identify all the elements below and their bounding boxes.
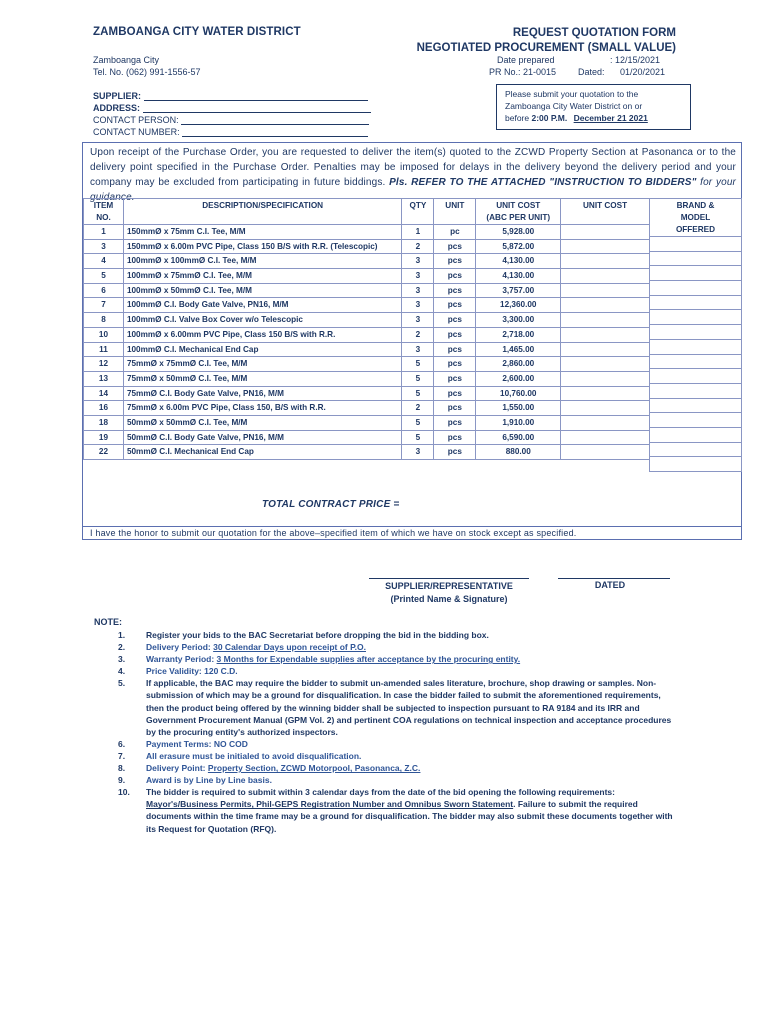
- form-title: [417, 26, 676, 56]
- brand-row: [650, 413, 742, 428]
- qty-cell: 3: [402, 445, 434, 460]
- unit-cell: pcs: [434, 342, 476, 357]
- qty-cell: 2: [402, 239, 434, 254]
- abc-cost-cell: 1,465.00: [476, 342, 561, 357]
- abc-cost-cell: 2,718.00: [476, 327, 561, 342]
- table-row: [84, 386, 650, 401]
- rep-label: SUPPLIER/REPRESENTATIVE: [385, 581, 513, 591]
- description-cell: 150mmØ x 6.00m PVC Pipe, Class 150 B/S with R.R. (Telescopic): [123, 239, 401, 254]
- unit-cost-input-cell[interactable]: [561, 371, 650, 386]
- qty-cell: 5: [402, 430, 434, 445]
- contact-person-label: CONTACT PERSON:: [93, 115, 179, 125]
- item-no-cell: 8: [84, 313, 124, 328]
- item-no-cell: 22: [84, 445, 124, 460]
- intro-emphasis: Pls. REFER TO THE ATTACHED "INSTRUCTION TO BIDDERS": [389, 177, 697, 188]
- note-6: 6. Payment Terms: NO COD: [118, 738, 248, 749]
- item-no-cell: 13: [84, 371, 124, 386]
- brand-row: [650, 237, 742, 252]
- abc-cost-cell: 5,928.00: [476, 225, 561, 240]
- brand-row: [650, 457, 742, 472]
- org-city: Zamboanga City: [93, 55, 160, 65]
- table-row: [84, 401, 650, 416]
- contact-person-blank[interactable]: [181, 116, 369, 125]
- brand-row: [650, 354, 742, 369]
- unit-cost-input-cell[interactable]: [561, 239, 650, 254]
- unit-cost-input-cell[interactable]: [561, 254, 650, 269]
- notice-before: before: [505, 113, 530, 123]
- unit-cost-input-cell[interactable]: [561, 225, 650, 240]
- brand-input-cell[interactable]: [650, 339, 742, 354]
- unit-cell: pcs: [434, 239, 476, 254]
- note-8: 8. Delivery Point: Property Section, ZCWD Motorpool, Pasonanca, Z.C.: [118, 763, 421, 774]
- brand-row: [650, 369, 742, 384]
- brand-input-cell[interactable]: [650, 295, 742, 310]
- unit-cell: pcs: [434, 254, 476, 269]
- table-row: [84, 283, 650, 298]
- abc-cost-cell: 1,550.00: [476, 401, 561, 416]
- supplier-field[interactable]: [93, 91, 368, 101]
- unit-cost-input-cell[interactable]: [561, 401, 650, 416]
- unit-cell: pcs: [434, 445, 476, 460]
- contact-number-field[interactable]: [93, 127, 368, 137]
- table-row: [84, 239, 650, 254]
- note-7: 7. All erasure must be initialed to avoid disqualification.: [118, 750, 362, 761]
- table-row: [84, 254, 650, 269]
- brand-row: [650, 310, 742, 325]
- brand-input-cell[interactable]: [650, 281, 742, 296]
- brand-row: [650, 325, 742, 340]
- description-cell: 100mmØ x 6.00mm PVC Pipe, Class 150 B/S with R.R.: [123, 327, 401, 342]
- qty-cell: 5: [402, 415, 434, 430]
- intro-paragraph: [90, 145, 736, 205]
- brand-input-cell[interactable]: [650, 369, 742, 384]
- col-unit: UNIT: [434, 199, 476, 225]
- notice-time: 2:00 P.M.: [531, 113, 568, 123]
- description-cell: 50mmØ C.I. Mechanical End Cap: [123, 445, 401, 460]
- table-row: [84, 327, 650, 342]
- abc-cost-cell: 4,130.00: [476, 269, 561, 284]
- address-label: ADDRESS:: [93, 103, 141, 113]
- date-line[interactable]: [558, 578, 670, 579]
- brand-input-cell[interactable]: [650, 266, 742, 281]
- brand-header-row: [650, 199, 742, 237]
- unit-cost-input-cell[interactable]: [561, 269, 650, 284]
- col-abc-cost: UNIT COST (ABC PER UNIT): [476, 199, 561, 225]
- notice-line3: [505, 112, 682, 124]
- qty-cell: 3: [402, 313, 434, 328]
- brand-input-cell[interactable]: [650, 442, 742, 457]
- items-table: [83, 198, 650, 460]
- unit-cell: pcs: [434, 386, 476, 401]
- unit-cell: pcs: [434, 357, 476, 372]
- brand-input-cell[interactable]: [650, 251, 742, 266]
- brand-input-cell[interactable]: [650, 427, 742, 442]
- table-row: [84, 225, 650, 240]
- abc-cost-cell: 3,757.00: [476, 283, 561, 298]
- unit-cell: pcs: [434, 283, 476, 298]
- item-no-cell: 12: [84, 357, 124, 372]
- signature-line[interactable]: [369, 578, 529, 579]
- form-title-line1: REQUEST QUOTATION FORM: [512, 27, 676, 39]
- note-5: 5. If applicable, the BAC may require the bidder to submit un-amended sales literature, brochure, shop drawing or samples. Non-submission of which may be a ground for disqualification. In case the bidder failed to submit the aforementioned requirements, then the product being offered by the winning bidder shall be subjected to inspection pursuant to RA 9184 and its IRR and Government Procurement Manual (GPM Vol. 2) and pertinent COA regulations on technical inspection and acceptance procedures by the procuring entity's authorized inspectors.: [118, 678, 672, 737]
- table-row: [84, 415, 650, 430]
- unit-cost-input-cell[interactable]: [561, 313, 650, 328]
- abc-cost-cell: 880.00: [476, 445, 561, 460]
- divider: [82, 526, 742, 527]
- item-no-cell: 5: [84, 269, 124, 284]
- abc-cost-cell: 5,872.00: [476, 239, 561, 254]
- date-prepared-label: Date prepared: [497, 55, 555, 65]
- unit-cost-input-cell[interactable]: [561, 445, 650, 460]
- item-no-cell: 14: [84, 386, 124, 401]
- notes-title: NOTE:: [94, 617, 122, 627]
- table-row: [84, 298, 650, 313]
- qty-cell: 2: [402, 327, 434, 342]
- abc-cost-cell: 1,910.00: [476, 415, 561, 430]
- brand-row: [650, 281, 742, 296]
- unit-cell: pcs: [434, 313, 476, 328]
- brand-input-cell[interactable]: [650, 383, 742, 398]
- brand-row: [650, 251, 742, 266]
- dated-label: Dated:: [578, 67, 605, 77]
- unit-cell: pcs: [434, 401, 476, 416]
- brand-input-cell[interactable]: [650, 413, 742, 428]
- table-header-row: [84, 199, 650, 225]
- unit-cell: pcs: [434, 269, 476, 284]
- note-4: 4. Price Validity: 120 C.D.: [118, 666, 238, 677]
- contact-number-label: CONTACT NUMBER:: [93, 127, 180, 137]
- description-cell: 50mmØ C.I. Body Gate Valve, PN16, M/M: [123, 430, 401, 445]
- supplier-blank[interactable]: [144, 92, 368, 101]
- brand-row: [650, 383, 742, 398]
- unit-cost-input-cell[interactable]: [561, 415, 650, 430]
- qty-cell: 2: [402, 401, 434, 416]
- description-cell: 50mmØ x 50mmØ C.I. Tee, M/M: [123, 415, 401, 430]
- unit-cell: pc: [434, 225, 476, 240]
- col-description: DESCRIPTION/SPECIFICATION: [123, 199, 401, 225]
- brand-input-cell[interactable]: [650, 354, 742, 369]
- unit-cost-input-cell[interactable]: [561, 357, 650, 372]
- unit-cell: pcs: [434, 430, 476, 445]
- dated-value: 01/20/2021: [620, 67, 666, 77]
- item-no-cell: 4: [84, 254, 124, 269]
- table-row: [84, 342, 650, 357]
- qty-cell: 5: [402, 357, 434, 372]
- unit-cost-input-cell[interactable]: [561, 327, 650, 342]
- brand-row: [650, 442, 742, 457]
- item-no-cell: 7: [84, 298, 124, 313]
- brand-input-cell[interactable]: [650, 457, 742, 472]
- brand-row: [650, 339, 742, 354]
- abc-cost-cell: 6,590.00: [476, 430, 561, 445]
- qty-cell: 1: [402, 225, 434, 240]
- table-row: [84, 371, 650, 386]
- signature-label: [369, 580, 529, 606]
- item-no-cell: 11: [84, 342, 124, 357]
- contact-number-blank[interactable]: [182, 128, 368, 137]
- description-cell: 100mmØ C.I. Body Gate Valve, PN16, M/M: [123, 298, 401, 313]
- qty-cell: 3: [402, 298, 434, 313]
- item-no-cell: 16: [84, 401, 124, 416]
- brand-row: [650, 266, 742, 281]
- description-cell: 75mmØ C.I. Body Gate Valve, PN16, M/M: [123, 386, 401, 401]
- unit-cell: pcs: [434, 415, 476, 430]
- col-item-no: ITEM NO.: [84, 199, 124, 225]
- col-qty: QTY: [402, 199, 434, 225]
- pr-number: PR No.: 21-0015: [489, 67, 557, 77]
- note-9: 9. Award is by Line by Line basis.: [118, 775, 272, 786]
- intro-text: Upon receipt of the Purchase Order, you are requested to deliver the item(s) quoted to the ZCWD Property Section at Pasonanca or to the delivery point specified in the Purchase Order. Penalties may be imposed for delays in the delivery beyond the delivery period and your company may be excluded from participating in future biddings.: [90, 147, 736, 188]
- unit-cell: pcs: [434, 371, 476, 386]
- description-cell: 150mmØ x 75mm C.I. Tee, M/M: [123, 225, 401, 240]
- form-title-line2: NEGOTIATED PROCUREMENT (SMALL VALUE): [416, 42, 676, 54]
- qty-cell: 5: [402, 371, 434, 386]
- notice-deadline: December 21 2021: [573, 113, 648, 123]
- notes-list: [118, 629, 678, 835]
- description-cell: 75mmØ x 50mmØ C.I. Tee, M/M: [123, 371, 401, 386]
- qty-cell: 5: [402, 386, 434, 401]
- item-no-cell: 6: [84, 283, 124, 298]
- abc-cost-cell: 3,300.00: [476, 313, 561, 328]
- qty-cell: 3: [402, 283, 434, 298]
- total-contract-price: TOTAL CONTRACT PRICE =: [262, 499, 400, 510]
- unit-cost-input-cell[interactable]: [561, 298, 650, 313]
- unit-cost-input-cell[interactable]: [561, 386, 650, 401]
- qty-cell: 3: [402, 254, 434, 269]
- brand-input-cell[interactable]: [650, 237, 742, 252]
- sig-dated-label: DATED: [594, 580, 626, 590]
- description-cell: 75mmØ x 75mmØ C.I. Tee, M/M: [123, 357, 401, 372]
- org-name: ZAMBOANGA CITY WATER DISTRICT: [93, 26, 301, 38]
- table-row: [84, 313, 650, 328]
- note-1: 1. Register your bids to the BAC Secretariat before dropping the bid in the bidding box.: [118, 630, 489, 640]
- unit-cell: pcs: [434, 327, 476, 342]
- supplier-label: SUPPLIER:: [93, 91, 142, 101]
- abc-cost-cell: 4,130.00: [476, 254, 561, 269]
- rep-sub-label: (Printed Name & Signature): [390, 594, 508, 604]
- notice-line1: Please submit your quotation to the: [505, 89, 639, 99]
- col-brand-model: BRAND & MODEL OFFERED: [650, 199, 742, 237]
- brand-input-cell[interactable]: [650, 325, 742, 340]
- org-tel: Tel. No. (062) 991-1556-57: [93, 67, 201, 77]
- brand-row: [650, 398, 742, 413]
- address-field[interactable]: [93, 103, 371, 113]
- description-cell: 100mmØ C.I. Mechanical End Cap: [123, 342, 401, 357]
- description-cell: 100mmØ x 75mmØ C.I. Tee, M/M: [123, 269, 401, 284]
- notice-line2: Zamboanga City Water District on or: [505, 101, 643, 111]
- brand-row: [650, 295, 742, 310]
- address-blank[interactable]: [143, 104, 371, 113]
- date-prepared-value: : 12/15/2021: [610, 55, 661, 65]
- note-2: 2. Delivery Period: 30 Calendar Days upon receipt of P.O.: [118, 642, 367, 653]
- unit-cost-input-cell[interactable]: [561, 283, 650, 298]
- abc-cost-cell: 10,760.00: [476, 386, 561, 401]
- brand-input-cell[interactable]: [650, 398, 742, 413]
- col-unit-cost: UNIT COST: [561, 199, 650, 225]
- item-no-cell: 19: [84, 430, 124, 445]
- note-10: 10. The bidder is required to submit within 3 calendar days from the date of the bid opening the following requirements: Mayor's/Business Permits, Phil-GEPS Registration Number and Omnibus Sworn Statement. Failure to submit the required documents within the time frame may be a ground for disqualification. The bidder may also submit these documents together with its Request for Quotation (RFQ).: [118, 787, 673, 834]
- table-row: [84, 357, 650, 372]
- brand-input-cell[interactable]: [650, 310, 742, 325]
- table-row: [84, 430, 650, 445]
- item-no-cell: 10: [84, 327, 124, 342]
- contact-person-field[interactable]: [93, 115, 369, 125]
- intro-suffix: for your guidance.: [90, 177, 737, 203]
- table-row: [84, 445, 650, 460]
- qty-cell: 3: [402, 342, 434, 357]
- abc-cost-cell: 2,600.00: [476, 371, 561, 386]
- description-cell: 75mmØ x 6.00m PVC Pipe, Class 150, B/S with R.R.: [123, 401, 401, 416]
- description-cell: 100mmØ C.I. Valve Box Cover w/o Telescopic: [123, 313, 401, 328]
- description-cell: 100mmØ x 50mmØ C.I. Tee, M/M: [123, 283, 401, 298]
- abc-cost-cell: 12,360.00: [476, 298, 561, 313]
- item-no-cell: 3: [84, 239, 124, 254]
- abc-cost-cell: 2,860.00: [476, 357, 561, 372]
- item-no-cell: 1: [84, 225, 124, 240]
- honor-statement: I have the honor to submit our quotation for the above–specified item of which we have on stock except as specified.: [90, 528, 577, 538]
- submission-notice: [496, 84, 691, 130]
- unit-cost-input-cell[interactable]: [561, 342, 650, 357]
- brand-row: [650, 427, 742, 442]
- qty-cell: 3: [402, 269, 434, 284]
- table-row: [84, 269, 650, 284]
- note-3: 3. Warranty Period: 3 Months for Expendable supplies after acceptance by the procuring entity.: [118, 654, 521, 665]
- description-cell: 100mmØ x 100mmØ C.I. Tee, M/M: [123, 254, 401, 269]
- unit-cost-input-cell[interactable]: [561, 430, 650, 445]
- unit-cell: pcs: [434, 298, 476, 313]
- item-no-cell: 18: [84, 415, 124, 430]
- brand-table: [649, 198, 742, 472]
